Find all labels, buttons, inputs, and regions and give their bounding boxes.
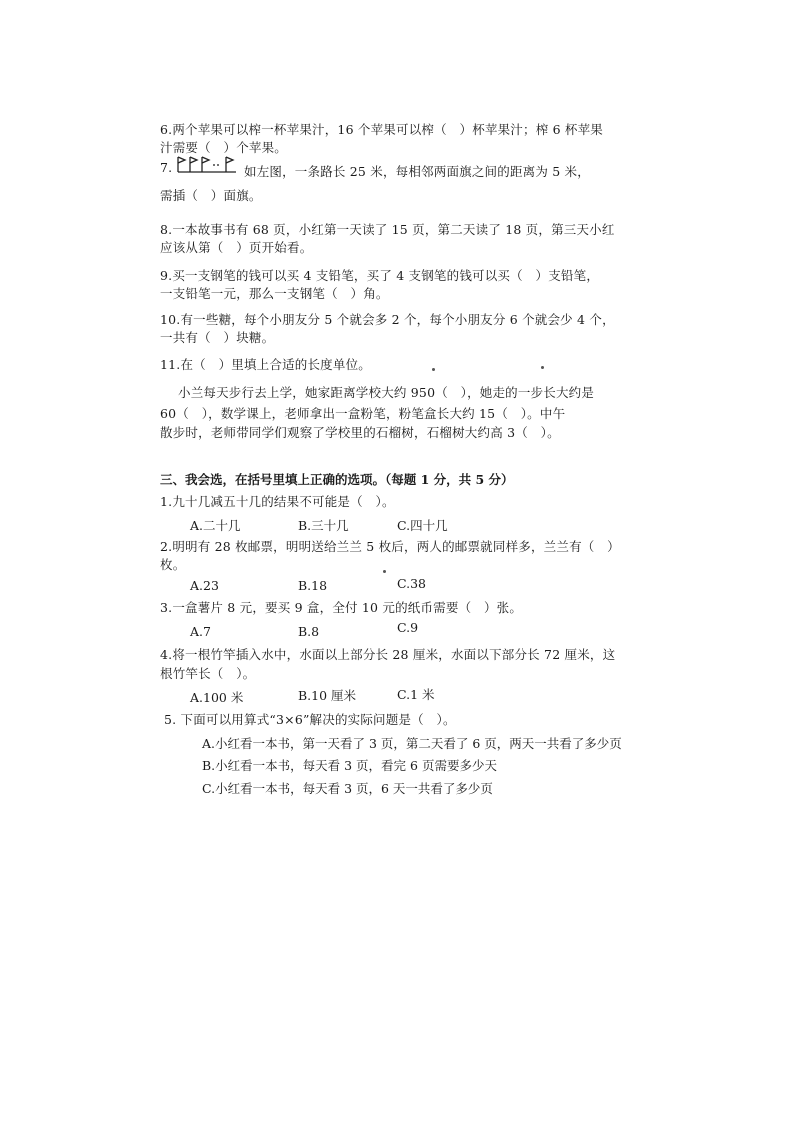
choice-q3-option-b: B.8	[298, 624, 320, 639]
q6-line2: 汁需要（ ）个苹果。	[160, 140, 288, 155]
q10-line2: 一共有（ ）块糖。	[160, 330, 275, 345]
choice-q4-line1: 4.将一根竹竿插入水中，水面以上部分长 28 厘米，水面以下部分长 72 厘米，这	[160, 647, 616, 662]
choice-q1-option-a: A.二十几	[190, 518, 241, 533]
q9-line1: 9.买一支钢笔的钱可以买 4 支铅笔，买了 4 支钢笔的钱可以买（ ）支铅笔，	[160, 268, 600, 283]
choice-q5-option-b: B.小红看一本书，每天看 3 页，看完 6 页需要多少天	[202, 758, 497, 773]
choice-q2-line2: 枚。	[160, 557, 186, 572]
choice-q1-option-b: B.三十几	[298, 518, 349, 533]
q7-line2: 需插（ ）面旗。	[160, 188, 262, 203]
q11-paragraph-line1: 小兰每天步行去上学，她家距离学校大约 950（ ），她走的一步长大约是	[178, 385, 595, 400]
choice-q3-option-c: C.9	[397, 620, 419, 635]
choice-q5-line1: 5. 下面可以用算式“3×6”解决的实际问题是（ ）。	[164, 712, 456, 727]
q10-line1: 10.有一些糖，每个小朋友分 5 个就会多 2 个，每个小朋友分 6 个就会少 4 个，	[160, 312, 615, 327]
q9-line2: 一支铅笔一元，那么一支钢笔（ ）角。	[160, 286, 389, 301]
q11-line1: 11.在（ ）里填上合适的长度单位。	[160, 357, 371, 372]
q8-line1: 8.一本故事书有 68 页，小红第一天读了 15 页，第二天读了 18 页，第三天小红	[160, 222, 615, 237]
choice-q3-line1: 3.一盒薯片 8 元，要买 9 盒，全付 10 元的纸币需要（ ）张。	[160, 600, 523, 615]
q8-line2: 应该从第（ ）页开始看。	[160, 240, 313, 255]
choice-q4-option-c: C.1 米	[397, 687, 435, 702]
scan-speck	[383, 570, 386, 573]
choice-q2-option-c: C.38	[397, 576, 426, 591]
choice-q2-option-b: B.18	[298, 578, 328, 593]
flags-illustration	[176, 155, 242, 173]
choice-q2-line1: 2.明明有 28 枚邮票，明明送给兰兰 5 枚后，两人的邮票就同样多，兰兰有（ ）	[160, 539, 620, 554]
choice-q5-option-c: C.小红看一本书，每天看 3 页，6 天一共看了多少页	[202, 781, 493, 796]
section-three-title: 三、我会选，在括号里填上正确的选项。（每题 1 分，共 5 分）	[160, 472, 514, 487]
choice-q2-option-a: A.23	[190, 578, 219, 593]
choice-q4-option-a: A.100 米	[190, 690, 244, 705]
scan-speck	[432, 368, 435, 371]
choice-q1-option-c: C.四十几	[397, 518, 448, 533]
q11-paragraph-line3: 散步时，老师带同学们观察了学校里的石榴树，石榴树大约高 3（ ）。	[160, 425, 560, 440]
choice-q4-option-b: B.10 厘米	[298, 688, 357, 703]
q6-line1: 6.两个苹果可以榨一杯苹果汁，16 个苹果可以榨（ ）杯苹果汁；榨 6 杯苹果	[160, 122, 604, 137]
q11-paragraph-line2: 60（ ），数学课上，老师拿出一盒粉笔，粉笔盒长大约 15（ ）。中午	[160, 406, 566, 421]
choice-q1-line1: 1.九十几减五十几的结果不可能是（ ）。	[160, 494, 395, 509]
choice-q4-line2: 根竹竿长（ ）。	[160, 666, 256, 681]
q7-line1: 如左图，一条路长 25 米，每相邻两面旗之间的距离为 5 米，	[244, 164, 590, 179]
choice-q3-option-a: A.7	[190, 624, 211, 639]
scan-speck	[541, 366, 544, 369]
choice-q5-option-a: A.小红看一本书，第一天看了 3 页，第二天看了 6 页，两天一共看了多少页	[202, 736, 622, 751]
q7-number: 7.	[160, 160, 173, 175]
